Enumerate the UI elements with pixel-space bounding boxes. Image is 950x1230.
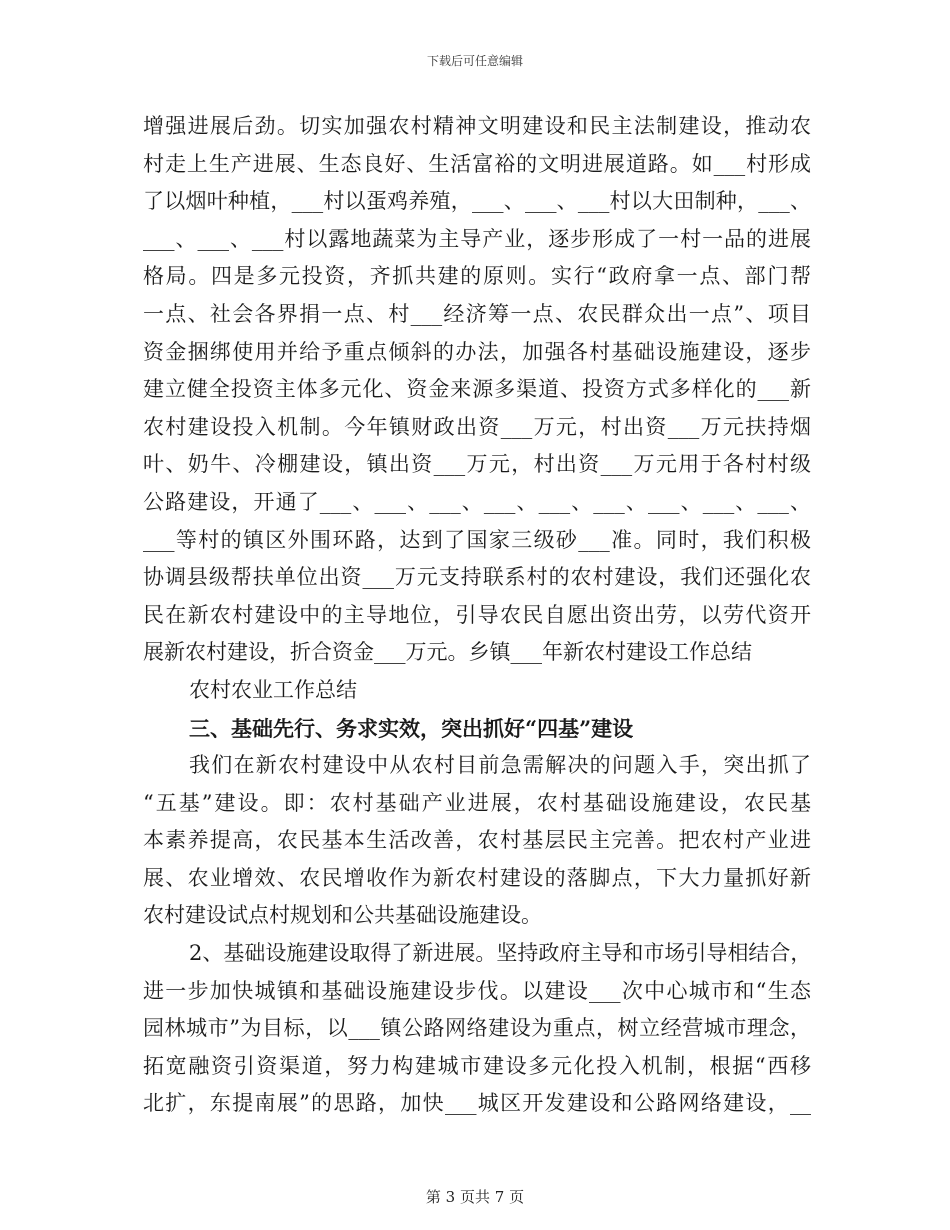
paragraph-1-line: 一点、社会各界捐一点、村___经济筹一点、农民群众出一点”、项目 [143,301,811,326]
paragraph-3-line: 园林城市”为目标，以___镇公路网络建设为重点，树立经营城市理念， [143,1016,811,1041]
paragraph-1-line: 增强进展后劲。切实加强农村精神文明建设和民主法制建设，推动农 [143,114,811,138]
paragraph-1-line: ___等村的镇区外围环路，达到了国家三级砂___准。同时，我们积极 [143,527,811,552]
paragraph-1-line: 公路建设，开通了___、___、___、___、___、___、___、___、___、 [143,489,811,514]
paragraph-2-line: 我们在新农村建设中从农村目前急需解决的问题入手，突出抓了 [189,753,811,778]
paragraph-2-line: 本素养提高，农民基本生活改善，农村基层民主完善。把农村产业进 [143,828,811,853]
paragraph-1-line: 村走上生产进展、生态良好、生活富裕的文明进展道路。如___村形成 [143,151,811,176]
paragraph-1-line: 了以烟叶种植，___村以蛋鸡养殖，___、___、___村以大田制种，___、 [143,189,811,214]
paragraph-1-line: 资金捆绑使用并给予重点倾斜的办法，加强各村基础设施建设，逐步 [143,339,811,364]
paragraph-1-line: 格局。四是多元投资，齐抓共建的原则。实行“政府拿一点、部门帮 [143,264,811,289]
paragraph-1-line: 叶、奶牛、冷棚建设，镇出资___万元，村出资___万元用于各村村级 [143,452,811,477]
section-heading: 三、基础先行、务求实效，突出抓好“四基”建设 [189,715,634,741]
paragraph-1-line: 展新农村建设，折合资金___万元。乡镇___年新农村建设工作总结 [143,640,752,665]
section-subtitle: 农村农业工作总结 [189,677,357,702]
document-body [143,108,811,1123]
paragraph-3-line: 北扩，东提南展”的思路，加快___城区开发建设和公路网络建设，__ [143,1091,811,1116]
paragraph-3-line: 2、基础设施建设取得了新进展。坚持政府主导和市场引导相结合， [189,941,812,966]
paragraph-2-line: 展、农业增效、农民增收作为新农村建设的落脚点，下大力量抓好新 [143,865,811,890]
paragraph-1-line: 协调县级帮扶单位出资___万元支持联系村的农村建设，我们还强化农 [143,565,811,590]
paragraph-3-line: 进一步加快城镇和基础设施建设步伐。以建设___次中心城市和“生态 [143,978,811,1003]
paragraph-3-line: 拓宽融资引资渠道，努力构建城市建设多元化投入机制，根据“西移 [143,1053,811,1078]
paragraph-1-line: 农村建设投入机制。今年镇财政出资___万元，村出资___万元扶持烟 [143,414,811,439]
page-header: 下载后可任意编辑 [426,54,523,68]
paragraph-1-line: ___、___、___村以露地蔬菜为主导产业，逐步形成了一村一品的进展 [143,226,811,251]
page-footer: 第 3 页共 7 页 [425,1188,525,1206]
paragraph-2-line: 农村建设试点村规划和公共基础设施建设。 [143,903,542,928]
paragraph-1-line: 民在新农村建设中的主导地位，引导农民自愿出资出劳，以劳代资开 [143,602,811,627]
paragraph-1-line: 建立健全投资主体多元化、资金来源多渠道、投资方式多样化的___新 [143,377,811,402]
paragraph-2-line: “五基”建设。即：农村基础产业进展，农村基础设施建设，农民基 [143,790,811,815]
